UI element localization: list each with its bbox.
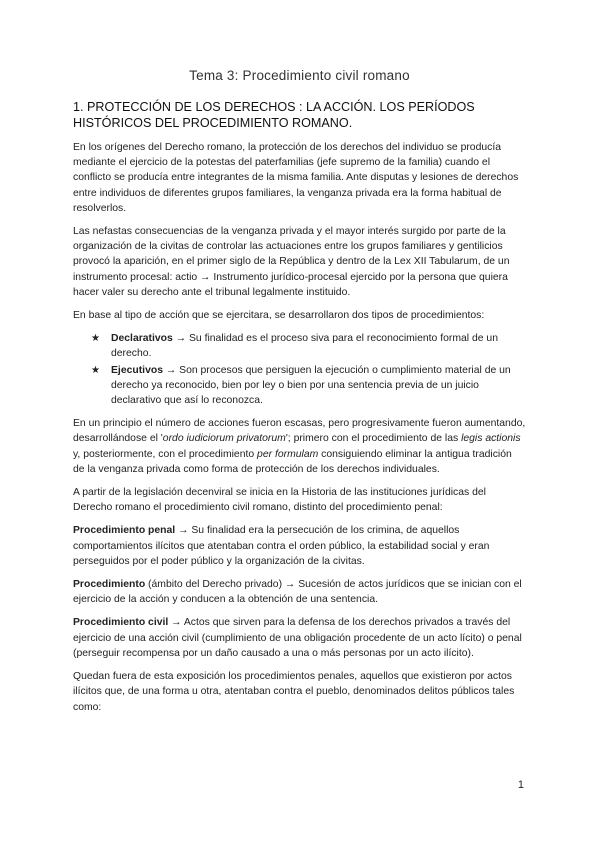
text-ejecutivos: → Son procesos que persiguen la ejecución o cumplimiento material de un derecho ya reconocido, bien por ley o bien por una sentencia previa de un juicio declarativo que así lo reconozca. bbox=[111, 364, 511, 407]
text-procedimiento-civil: → Actos que sirven para la defensa de los derechos privados a través del ejercicio de una acción civil (cumplimiento de una obligación procedente de un acto lícito) o penal (perseguir recompensa por un daño causado a una o más personas por un acto ilícito). bbox=[73, 617, 522, 659]
text-procedimiento: (ámbito del Derecho privado) → Sucesión de actos jurídicos que se inician con el ejercicio de la acción y conducen a la obtención de una sentencia. bbox=[73, 579, 522, 606]
paragraph-procedimiento-civil bbox=[73, 615, 526, 661]
paragraph-delitos-publicos: Quedan fuera de esta exposición los procedimientos penales, aquellos que existieron por actos ilícitos que, de una forma u otra, atentaban contra el pueblo, denominados delitos públicos tales como: bbox=[73, 671, 515, 713]
document-title: Tema 3: Procedimiento civil romano bbox=[189, 68, 410, 83]
italic-ordo: ordo iudiciorum privatorum bbox=[162, 433, 286, 445]
section-heading: 1. PROTECCIÓN DE LOS DERECHOS : LA ACCIÓN. LOS PERÍODOS HISTÓRICOS DEL PROCEDIMIENTO ROMANO. bbox=[73, 100, 475, 130]
page-number: 1 bbox=[517, 779, 524, 791]
paragraph-ordo-iudiciorum bbox=[73, 416, 526, 477]
text-segment: consiguiendo eliminar la antigua tradición de la venganza privada como forma de protección de los derechos individuales. bbox=[73, 448, 512, 475]
list-item-declarativos bbox=[91, 331, 526, 361]
text-declarativos: → Su finalidad es el proceso siva para el reconocimiento formal de un derecho. bbox=[111, 333, 498, 360]
term-procedimiento-civil: Procedimiento civil bbox=[73, 617, 169, 629]
text-segment: y, posteriormente, con el procedimiento bbox=[73, 448, 258, 460]
text-segment: '; primero con el procedimiento de las bbox=[285, 433, 462, 445]
text-procedimiento-penal: → Su finalidad era la persecución de los crimina, de aquellos comportamientos ilícitos que atentaban contra el orden público, la estabilidad social y eran perseguidos por el poder público y la organización de la civitas. bbox=[73, 525, 490, 567]
term-procedimiento-penal: Procedimiento penal bbox=[73, 525, 176, 537]
paragraph-actio: Las nefastas consecuencias de la venganza privada y el mayor interés surgido por parte de la organización de la civitas de controlar las actuaciones entre los grupos familiares y gentilicios provocó la aparición, en el primer siglo de la República y dentro de la Lex XII Tabularum, de un instrumento procesal: actio → Instrumento jurídico-procesal ejercido por la persona que quiera hacer valer su derecho ante el tribunal legalmente instituido. bbox=[73, 226, 510, 298]
term-declarativos: Declarativos bbox=[111, 333, 173, 345]
italic-legis-actionis: legis actionis bbox=[461, 433, 521, 445]
paragraph-procedimiento bbox=[73, 577, 526, 607]
paragraph-procedure-types-intro: En base al tipo de acción que se ejercitara, se desarrollaron dos tipos de procedimientos: bbox=[73, 310, 485, 322]
document-page bbox=[73, 68, 526, 723]
paragraph-procedimiento-penal bbox=[73, 523, 526, 569]
paragraph-origins: En los orígenes del Derecho romano, la protección de los derechos del individuo se producía mediante el ejercicio de la potestas del paterfamilias (jefe supremo de la familia) cuando el conflicto se producía entre integrantes de la misma familia. Ante disputas y lesiones de derechos entre individuos de diferentes grupos familiares, la venganza privada era la forma habitual de resolverlos. bbox=[73, 142, 519, 214]
list-item-ejecutivos bbox=[91, 363, 526, 409]
term-procedimiento: Procedimiento bbox=[73, 579, 146, 591]
text-segment: En un principio el número de acciones fueron escasas, pero progresivamente fueron aumentando, desarrollándose el ' bbox=[73, 418, 526, 445]
term-ejecutivos: Ejecutivos bbox=[111, 364, 163, 376]
italic-per-formulam: per formulam bbox=[257, 448, 319, 460]
star-bullet-icon: ★ bbox=[91, 333, 100, 345]
procedure-types-list bbox=[73, 331, 526, 408]
paragraph-decenviral: A partir de la legislación decenviral se inicia en la Historia de las instituciones jurídicas del Derecho romano el procedimiento civil romano, distinto del procedimiento penal: bbox=[73, 487, 486, 514]
star-bullet-icon: ★ bbox=[91, 364, 100, 376]
